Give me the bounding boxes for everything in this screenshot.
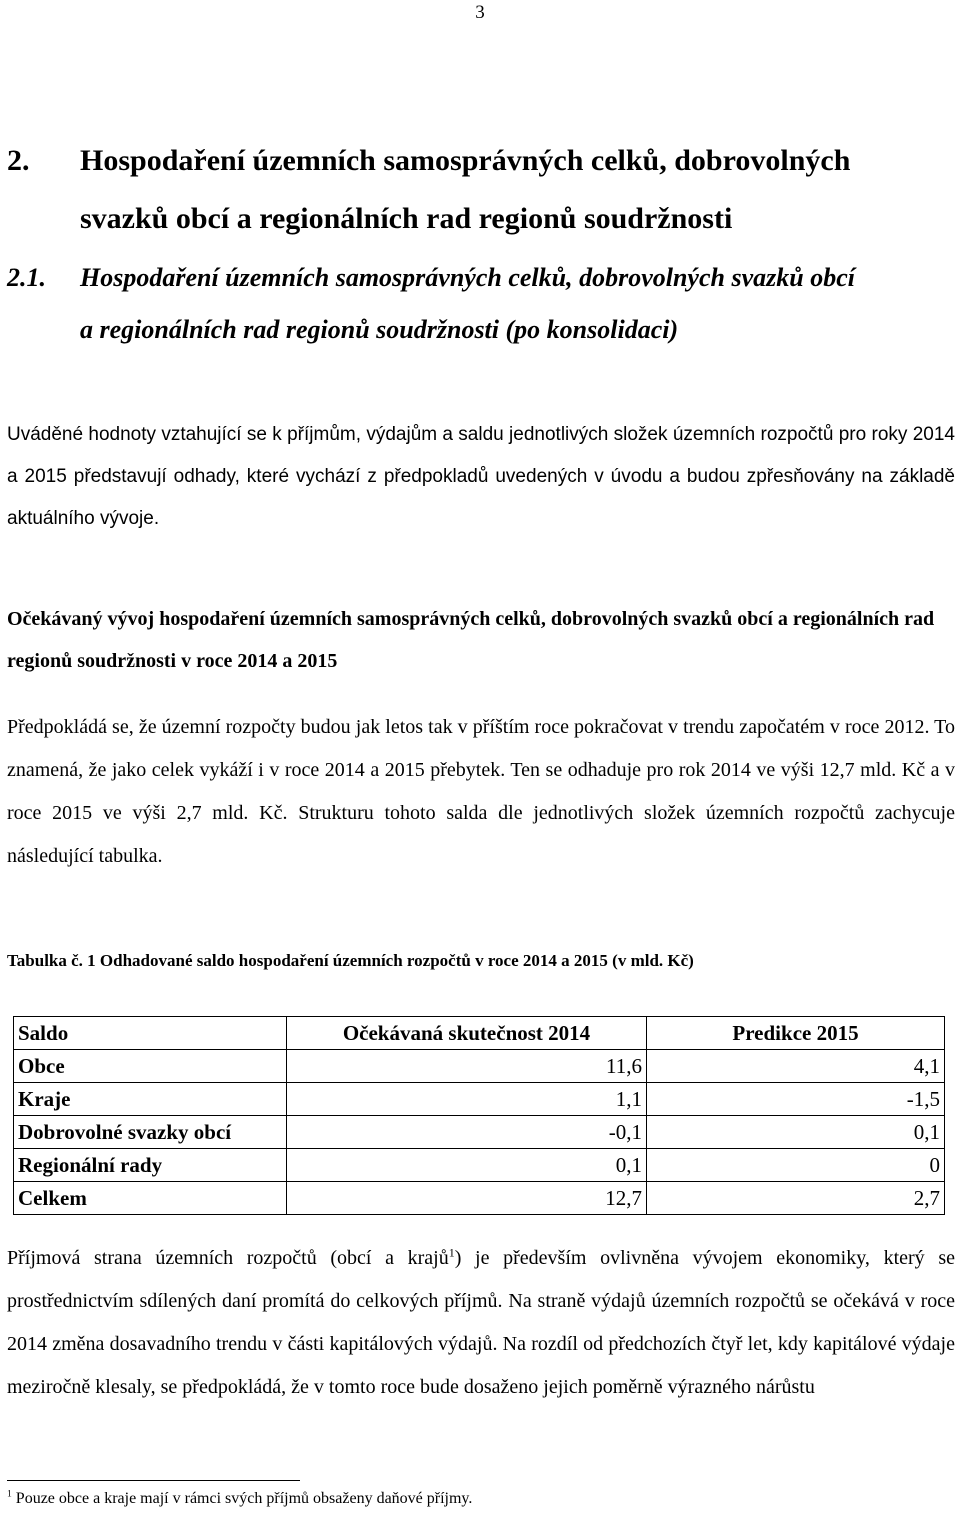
row-label: Celkem — [14, 1182, 287, 1215]
table-row — [14, 1149, 945, 1182]
value-2014: 0,1 — [287, 1149, 647, 1182]
final-paragraph-part-1: Příjmová strana územních rozpočtů (obcí a krajů — [7, 1247, 449, 1269]
value-2014: 12,7 — [287, 1182, 647, 1215]
header-expected-2014: Očekávaná skutečnost 2014 — [287, 1017, 647, 1050]
section-number: 2.1. — [7, 263, 46, 292]
intro-paragraph: Uváděné hodnoty vztahující se k příjmům, výdajům a saldu jednotlivých složek územních rozpočtů pro roky 2014 a 2015 představují odhady, které vychází z předpokladů uvedených v úvodu a budou zpřesňovány na základě aktuálního vývoje. — [7, 424, 955, 529]
value-2015: 0,1 — [647, 1116, 945, 1149]
row-label: Regionální rady — [14, 1149, 287, 1182]
footnote-separator — [7, 1480, 300, 1481]
section-heading — [0, 0, 960, 360]
chapter-title-line-1: Hospodaření územních samosprávných celků, dobrovolných — [80, 144, 851, 177]
section-title-line-1: Hospodaření územních samosprávných celků, dobrovolných svazků obcí — [80, 263, 855, 292]
page-number: 3 — [475, 2, 485, 23]
footnote-mark: 1 — [7, 1488, 12, 1500]
row-label: Obce — [14, 1050, 287, 1083]
section-title-line-2: a regionálních rad regionů soudržnosti (po konsolidaci) — [80, 315, 679, 344]
row-label: Kraje — [14, 1083, 287, 1116]
value-2015: 0 — [647, 1149, 945, 1182]
table-row — [14, 1116, 945, 1149]
table-row-total — [14, 1182, 945, 1215]
value-2014: 11,6 — [287, 1050, 647, 1083]
header-prediction-2015: Predikce 2015 — [647, 1017, 945, 1050]
value-2014: 1,1 — [287, 1083, 647, 1116]
value-2014: -0,1 — [287, 1116, 647, 1149]
saldo-table — [13, 1016, 945, 1215]
chapter-title-line-2: svazků obcí a regionálních rad regionů soudržnosti — [80, 202, 733, 235]
footnote — [7, 1490, 472, 1508]
value-2015: 4,1 — [647, 1050, 945, 1083]
table-header-row — [14, 1017, 945, 1050]
footnote-text: Pouze obce a kraje mají v rámci svých příjmů obsaženy daňové příjmy. — [15, 1490, 473, 1507]
header-saldo: Saldo — [14, 1017, 287, 1050]
body-paragraph: Předpokládá se, že územní rozpočty budou jak letos tak v příštím roce pokračovat v trendu započatém v roce 2012. To znamená, že jako celek vykáží i v roce 2014 a 2015 přebytek. Ten se odhaduje pro rok 2014 ve výši 12,7 mld. Kč a v roce 2015 ve výši 2,7 mld. Kč. Strukturu tohoto salda dle jednotlivých složek územních rozpočtů zachycuje následující tabulka. — [7, 716, 955, 867]
subsection-title: Očekávaný vývoj hospodaření územních samosprávných celků, dobrovolných svazků obcí a regionálních rad regionů soudržnosti v roce 2014 a 2015 — [7, 608, 935, 672]
final-paragraph — [7, 1237, 955, 1409]
footnote-reference[interactable]: 1 — [448, 1245, 455, 1260]
final-paragraph-part-2: ) je především ovlivněna vývojem ekonomiky, který se prostřednictvím sdílených daní promítá do celkových příjmů. Na straně výdajů územních rozpočtů se očekává v roce 2014 změna dosavadního trendu v části kapitálových výdajů. Na rozdíl od předchozích čtyř let, kdy kapitálové výdaje meziročně klesaly, se předpokládá, že v tomto roce bude dosaženo jejich poměrně výrazného nárůstu — [7, 1247, 955, 1398]
table-row — [14, 1083, 945, 1116]
chapter-number: 2. — [7, 144, 30, 177]
table-row — [14, 1050, 945, 1083]
table-caption: Tabulka č. 1 Odhadované saldo hospodaření územních rozpočtů v roce 2014 a 2015 (v mld. Kč) — [7, 951, 694, 970]
value-2015: 2,7 — [647, 1182, 945, 1215]
value-2015: -1,5 — [647, 1083, 945, 1116]
row-label: Dobrovolné svazky obcí — [14, 1116, 287, 1149]
